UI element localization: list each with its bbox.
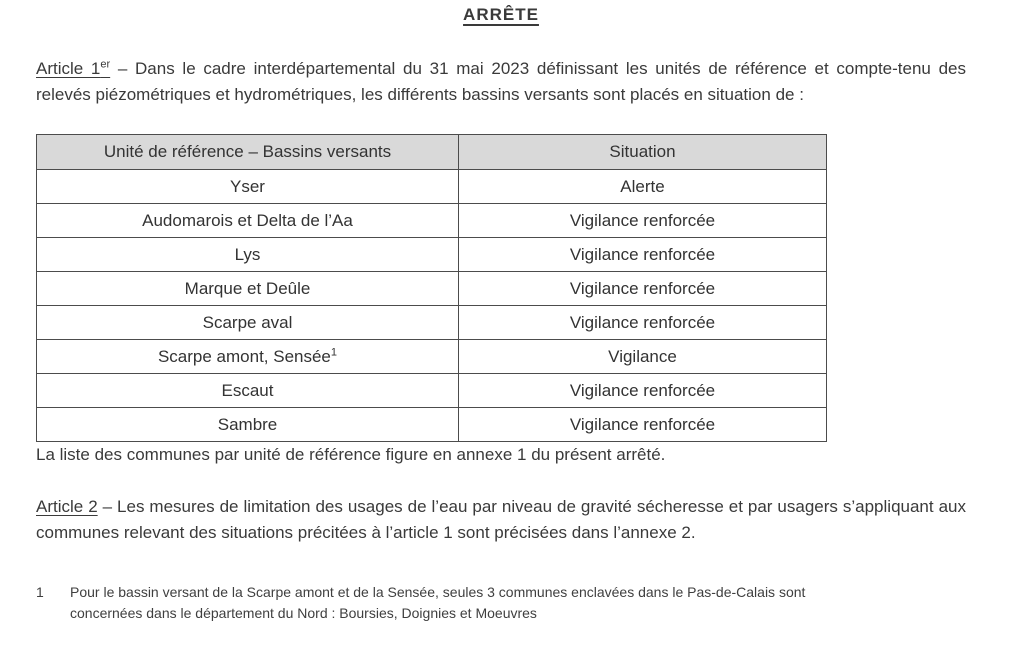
table-row [37,306,827,340]
basin-cell: Audomarois et Delta de l’Aa [37,204,459,238]
table-row [37,170,827,204]
situation-cell: Vigilance renforcée [459,374,827,408]
situation-cell: Vigilance renforcée [459,306,827,340]
footnote-text [70,582,805,624]
situation-cell: Vigilance renforcée [459,272,827,306]
header-basin: Unité de référence – Bassins versants [37,135,459,170]
basin-cell: Sambre [37,408,459,442]
situation-cell: Vigilance renforcée [459,204,827,238]
article-1-text: – Dans le cadre interdépartemental du 31 mai 2023 définissant les unités de référence et compte-tenu des relevés piézométriques et hydrométriques, les différents bassins versants sont placés en situation de : [36,59,966,104]
document-title: ARRÊTE [463,5,539,24]
article-2-paragraph [36,494,966,546]
situation-table [36,134,827,442]
table-row [37,374,827,408]
basin-cell: Scarpe aval [37,306,459,340]
table-row [37,272,827,306]
table-caption: La liste des communes par unité de référence figure en annexe 1 du présent arrêté. [36,445,666,464]
article-2-label: Article 2 [36,497,98,516]
table-row [37,340,827,374]
table-row [37,408,827,442]
article-1-label: Article 1er [36,58,111,78]
article-1-paragraph [36,56,966,108]
basin-cell: Escaut [37,374,459,408]
basin-cell: Lys [37,238,459,272]
basin-cell: Scarpe amont, Sensée$^1$ [37,340,459,374]
footnote-marker: 1 [36,584,44,600]
footnote-line-2: concernées dans le département du Nord : Boursies, Doignies et Moeuvres [70,605,537,621]
situation-cell: Vigilance renforcée [459,408,827,442]
table-header-row [37,135,827,170]
basin-cell: Marque et Deûle [37,272,459,306]
table-row [37,204,827,238]
situation-cell: Vigilance [459,340,827,374]
situation-cell: Alerte [459,170,827,204]
table-row [37,238,827,272]
footnote [36,582,966,624]
situation-cell: Vigilance renforcée [459,238,827,272]
basin-cell: Yser [37,170,459,204]
header-situation: Situation [459,135,827,170]
footnote-reference: 1 [330,345,338,358]
article-2-text: – Les mesures de limitation des usages de l’eau par niveau de gravité sécheresse et par usagers s’appliquant aux communes relevant des situations précitées à l’article 1 sont précisées dans l’annexe 2. [36,497,966,542]
footnote-line-1: Pour le bassin versant de la Scarpe amont et de la Sensée, seules 3 communes enclavées dans le Pas-de-Calais sont [70,584,806,600]
